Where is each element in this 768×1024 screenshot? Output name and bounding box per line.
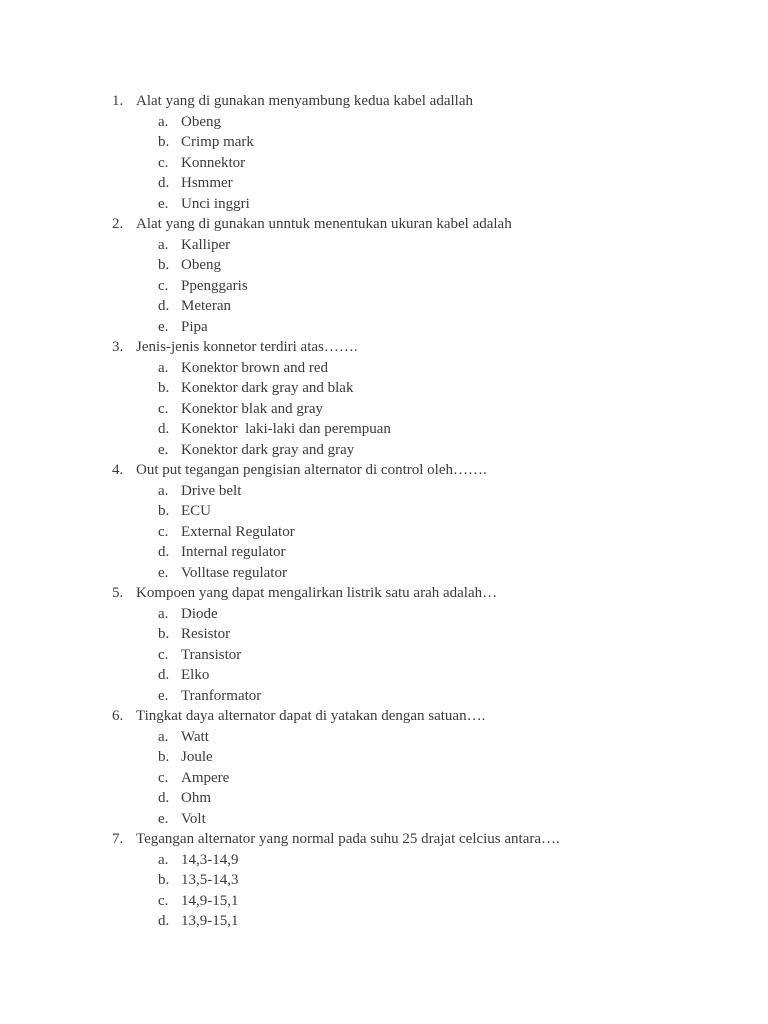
option-text: Konnektor xyxy=(181,154,246,171)
question-text: Kompoen yang dapat mengalirkan listrik satu arah adalah… xyxy=(136,585,498,601)
option-text: Elko xyxy=(181,667,210,683)
option-item xyxy=(0,440,768,461)
question-text: Tegangan alternator yang normal pada suhu 25 drajat celcius antara…. xyxy=(136,831,560,847)
option-text: Pipa xyxy=(181,318,208,335)
option-letter: a. xyxy=(158,605,169,622)
option-text: ECU xyxy=(181,503,211,519)
option-item xyxy=(0,870,768,891)
option-letter: a. xyxy=(158,482,169,499)
option-letter: d. xyxy=(158,421,170,437)
option-letter: a. xyxy=(158,113,169,130)
question-line xyxy=(0,337,768,358)
option-text: Konektor blak and gray xyxy=(181,400,324,417)
option-letter: c. xyxy=(158,154,169,171)
option-letter: d. xyxy=(158,790,170,806)
option-text: 13,9-15,1 xyxy=(181,913,239,929)
option-item xyxy=(0,747,768,768)
question-line xyxy=(0,706,768,727)
option-item xyxy=(0,645,768,666)
option-item xyxy=(0,522,768,543)
option-item xyxy=(0,686,768,707)
option-letter: b. xyxy=(158,749,170,765)
question-number: 1. xyxy=(112,93,124,109)
option-letter: a. xyxy=(158,728,169,745)
option-letter: e. xyxy=(158,318,169,335)
option-text: Hsmmer xyxy=(181,175,233,191)
option-text: Internal regulator xyxy=(181,544,286,560)
option-item xyxy=(0,378,768,399)
option-letter: c. xyxy=(158,646,169,663)
option-letter: b. xyxy=(158,872,170,888)
option-item xyxy=(0,153,768,174)
question-text: Out put tegangan pengisian alternator di control oleh……. xyxy=(136,462,487,478)
option-letter: b. xyxy=(158,626,170,642)
question-6 xyxy=(0,706,768,829)
question-line xyxy=(0,460,768,481)
question-7 xyxy=(0,829,768,932)
option-item xyxy=(0,296,768,317)
option-text: Obeng xyxy=(181,113,221,130)
option-item xyxy=(0,399,768,420)
option-letter: c. xyxy=(158,400,169,417)
option-letter: e. xyxy=(158,810,169,827)
option-letter: a. xyxy=(158,236,169,253)
question-line xyxy=(0,829,768,850)
option-text: Joule xyxy=(181,749,213,765)
option-item xyxy=(0,194,768,215)
option-text: Ppenggaris xyxy=(181,277,248,294)
option-item xyxy=(0,727,768,748)
option-item xyxy=(0,604,768,625)
option-text: Meteran xyxy=(181,298,231,314)
question-text: Alat yang di gunakan menyambung kedua kabel adallah xyxy=(136,93,473,109)
option-text: Diode xyxy=(181,605,218,622)
option-letter: e. xyxy=(158,195,169,212)
option-item xyxy=(0,481,768,502)
option-item xyxy=(0,173,768,194)
question-text: Tingkat daya alternator dapat di yatakan dengan satuan…. xyxy=(136,708,486,724)
option-letter: b. xyxy=(158,257,170,273)
option-letter: d. xyxy=(158,667,170,683)
question-number: 2. xyxy=(112,216,124,232)
option-text: Drive belt xyxy=(181,482,242,499)
question-number: 6. xyxy=(112,708,124,724)
question-3 xyxy=(0,337,768,460)
option-text: Crimp mark xyxy=(181,134,254,150)
option-text: 14,3-14,9 xyxy=(181,851,239,868)
option-letter: a. xyxy=(158,851,169,868)
question-number: 7. xyxy=(112,831,124,847)
question-2 xyxy=(0,214,768,337)
option-letter: e. xyxy=(158,564,169,581)
option-item xyxy=(0,809,768,830)
option-letter: b. xyxy=(158,503,170,519)
option-text: Ohm xyxy=(181,790,211,806)
option-text: Konektor brown and red xyxy=(181,359,329,376)
option-letter: d. xyxy=(158,913,170,929)
question-number: 5. xyxy=(112,585,124,601)
option-item xyxy=(0,768,768,789)
option-item xyxy=(0,891,768,912)
option-item xyxy=(0,358,768,379)
option-letter: e. xyxy=(158,441,169,458)
option-text: 13,5-14,3 xyxy=(181,872,239,888)
option-text: External Regulator xyxy=(181,523,295,540)
question-line xyxy=(0,583,768,604)
option-text: Konektor dark gray and gray xyxy=(181,441,355,458)
option-letter: d. xyxy=(158,298,170,314)
option-text: Ampere xyxy=(181,769,230,786)
option-item xyxy=(0,317,768,338)
option-letter: b. xyxy=(158,134,170,150)
document-page xyxy=(0,91,768,932)
question-4 xyxy=(0,460,768,583)
option-item xyxy=(0,501,768,522)
option-letter: c. xyxy=(158,523,169,540)
question-text: Jenis-jenis konnetor terdiri atas……. xyxy=(136,339,358,355)
option-text: Obeng xyxy=(181,257,221,273)
option-item xyxy=(0,112,768,133)
option-text: Transistor xyxy=(181,646,242,663)
question-5 xyxy=(0,583,768,706)
question-text: Alat yang di gunakan unntuk menentukan ukuran kabel adalah xyxy=(136,216,512,232)
question-line xyxy=(0,91,768,112)
option-text: Volltase regulator xyxy=(181,564,287,581)
option-item xyxy=(0,911,768,932)
question-number: 3. xyxy=(112,339,124,355)
option-item xyxy=(0,665,768,686)
question-number: 4. xyxy=(112,462,124,478)
option-letter: d. xyxy=(158,175,170,191)
option-item xyxy=(0,419,768,440)
option-text: Watt xyxy=(181,728,209,745)
option-letter: e. xyxy=(158,687,169,704)
question-line xyxy=(0,214,768,235)
option-item xyxy=(0,563,768,584)
option-item xyxy=(0,255,768,276)
option-letter: c. xyxy=(158,277,169,294)
option-letter: c. xyxy=(158,769,169,786)
option-text: Kalliper xyxy=(181,236,231,253)
option-text: Resistor xyxy=(181,626,231,642)
option-text: Volt xyxy=(181,810,206,827)
option-item xyxy=(0,788,768,809)
option-text: Konektor dark gray and blak xyxy=(181,380,354,396)
option-letter: a. xyxy=(158,359,169,376)
option-item xyxy=(0,132,768,153)
option-item xyxy=(0,624,768,645)
option-letter: d. xyxy=(158,544,170,560)
option-letter: c. xyxy=(158,892,169,909)
option-item xyxy=(0,276,768,297)
option-text: Unci inggri xyxy=(181,195,250,212)
option-letter: b. xyxy=(158,380,170,396)
option-text: Tranformator xyxy=(181,687,262,704)
option-item xyxy=(0,542,768,563)
question-1 xyxy=(0,91,768,214)
option-text: Konektor laki-laki dan perempuan xyxy=(181,421,391,437)
option-item xyxy=(0,850,768,871)
option-text: 14,9-15,1 xyxy=(181,892,239,909)
option-item xyxy=(0,235,768,256)
